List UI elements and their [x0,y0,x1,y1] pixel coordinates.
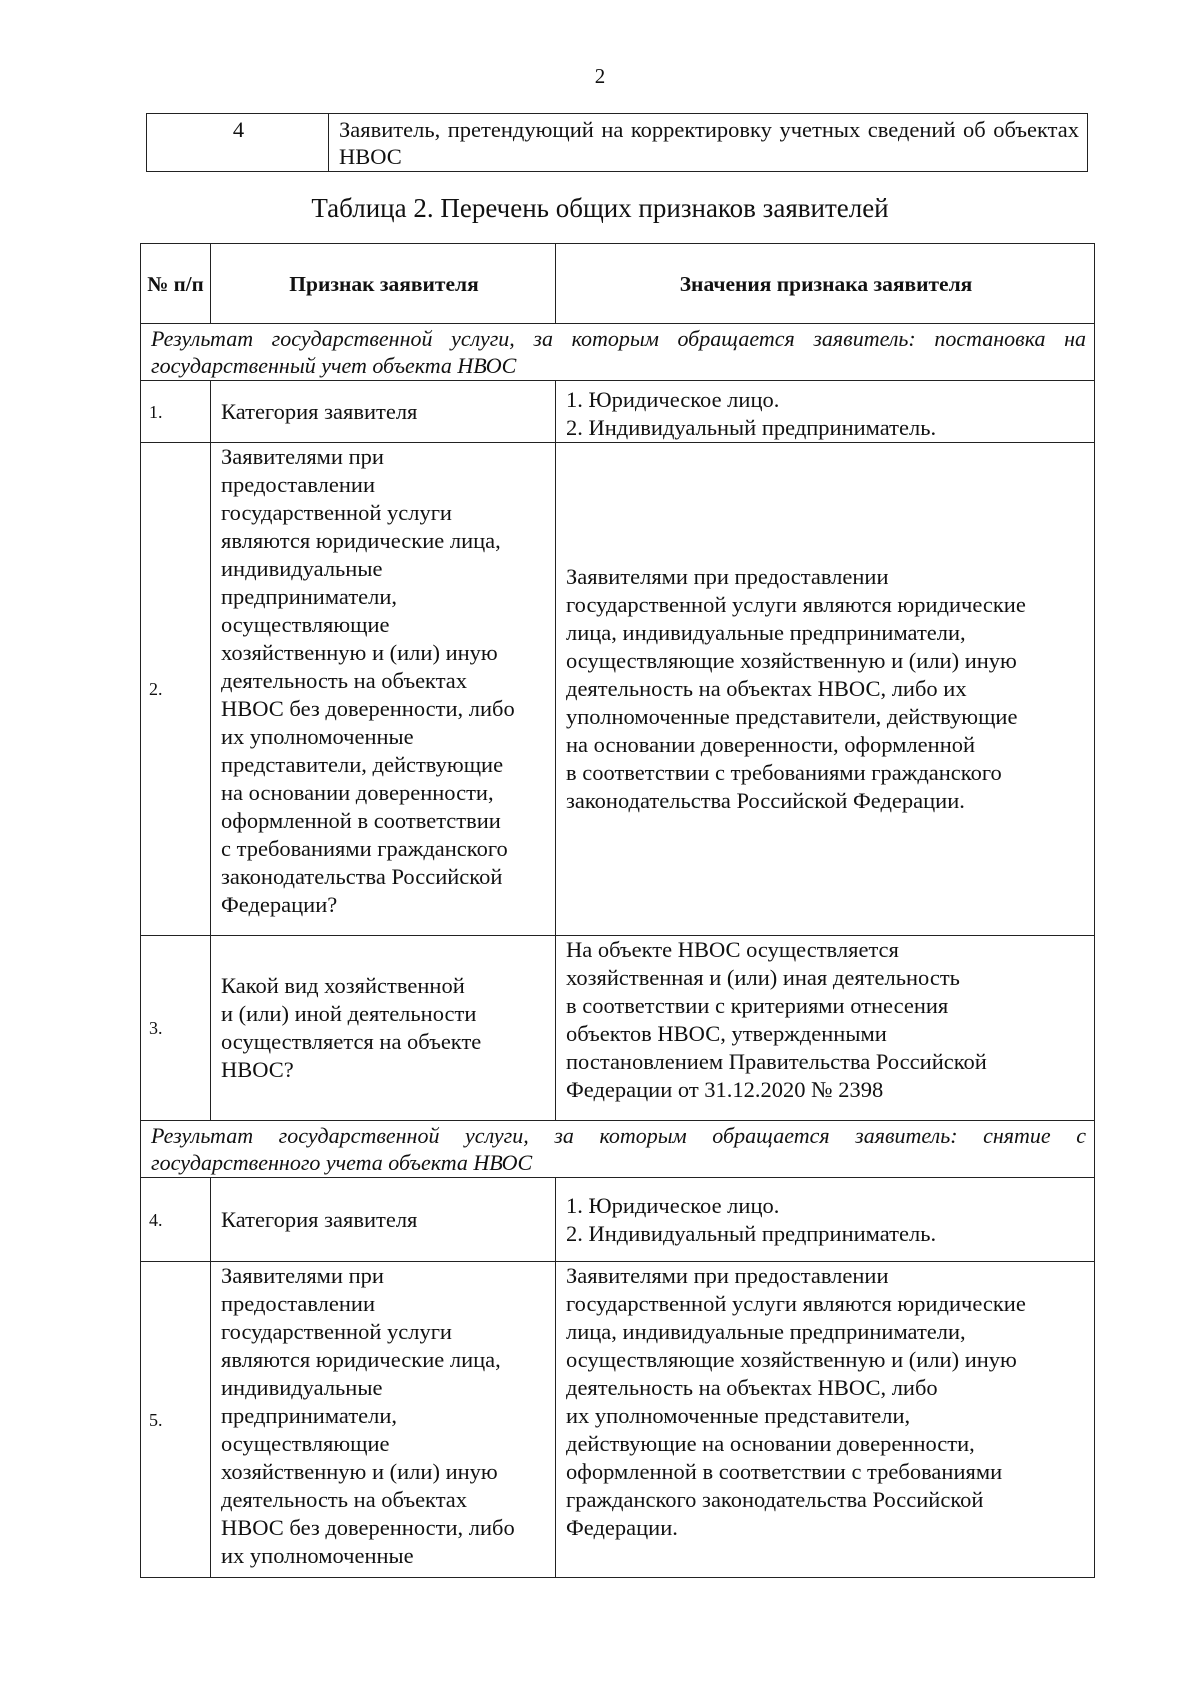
section-heading: Результат государственной услуги, за которым обращается заявитель: постановка на государственный учет объекта НВОС [141,324,1095,381]
row-number: 1. [141,381,211,443]
row-number: 2. [141,443,211,936]
row-sign: Заявителями при предоставлении государственной услуги являются юридические лица, индивидуальные предприниматели, осуществляющие хозяйственную и (или) иную деятельность на объектах НВОС без доверенности, либо их уполномоченные представители, действующие на основании доверенности, оформленной в соответствии с требованиями гражданского законодательства Российской Федерации? [211,443,556,936]
table-row [141,1262,1095,1578]
header-value: Значения признака заявителя [556,244,1095,324]
row-sign: Категория заявителя [211,1178,556,1262]
table-title: Таблица 2. Перечень общих признаков заявителей [311,193,889,223]
table-row [141,1178,1095,1262]
row-value: На объекте НВОС осуществляется хозяйственная и (или) иная деятельность в соответствии с критериями отнесения объектов НВОС, утвержденными постановлением Правительства Российской Федерации от 31.12.2020 № 2398 [556,936,1095,1121]
section-heading: Результат государственной услуги, за которым обращается заявитель: снятие с государственного учета объекта НВОС [141,1121,1095,1178]
section-row [141,324,1095,381]
row-sign: Какой вид хозяйственной и (или) иной деятельности осуществляется на объекте НВОС? [211,936,556,1121]
table-row [141,936,1095,1121]
row-sign: Категория заявителя [211,381,556,443]
header-sign: Признак заявителя [211,244,556,324]
table-row [141,443,1095,936]
row-number: 3. [141,936,211,1121]
row-number: 4 [147,114,329,172]
previous-table-tail [146,113,1088,172]
row-number: 4. [141,1178,211,1262]
header-num-label: № п/п [147,271,204,296]
table-row [141,381,1095,443]
header-num [141,244,211,324]
row-value: Заявителями при предоставлении государственной услуги являются юридические лица, индивидуальные предприниматели, осуществляющие хозяйственную и (или) иную деятельность на объектах НВОС, либо их уполномоченные представители, действующие на основании доверенности, оформленной в соответствии с требованиями гражданского законодательства Российской Федерации. [556,443,1095,936]
table-header-row [141,244,1095,324]
row-sign: Заявителями при предоставлении государственной услуги являются юридические лица, индивидуальные предприниматели, осуществляющие хозяйственную и (или) иную деятельность на объектах НВОС без доверенности, либо их уполномоченные [211,1262,556,1578]
row-text: Заявитель, претендующий на корректировку учетных сведений об объектах НВОС [329,114,1088,172]
row-value: 1. Юридическое лицо. 2. Индивидуальный предприниматель. [556,1178,1095,1262]
row-number: 5. [141,1262,211,1578]
table-row [147,114,1088,172]
section-row [141,1121,1095,1178]
applicant-criteria-table [140,243,1095,1578]
row-value: Заявителями при предоставлении государственной услуги являются юридические лица, индивидуальные предприниматели, осуществляющие хозяйственную и (или) иную деятельность на объектах НВОС, либо их уполномоченные представители, действующие на основании доверенности, оформленной в соответствии с требованиями гражданского законодательства Российской Федерации. [556,1262,1095,1578]
page-number: 2 [594,64,606,88]
row-value: 1. Юридическое лицо. 2. Индивидуальный предприниматель. [556,381,1095,443]
